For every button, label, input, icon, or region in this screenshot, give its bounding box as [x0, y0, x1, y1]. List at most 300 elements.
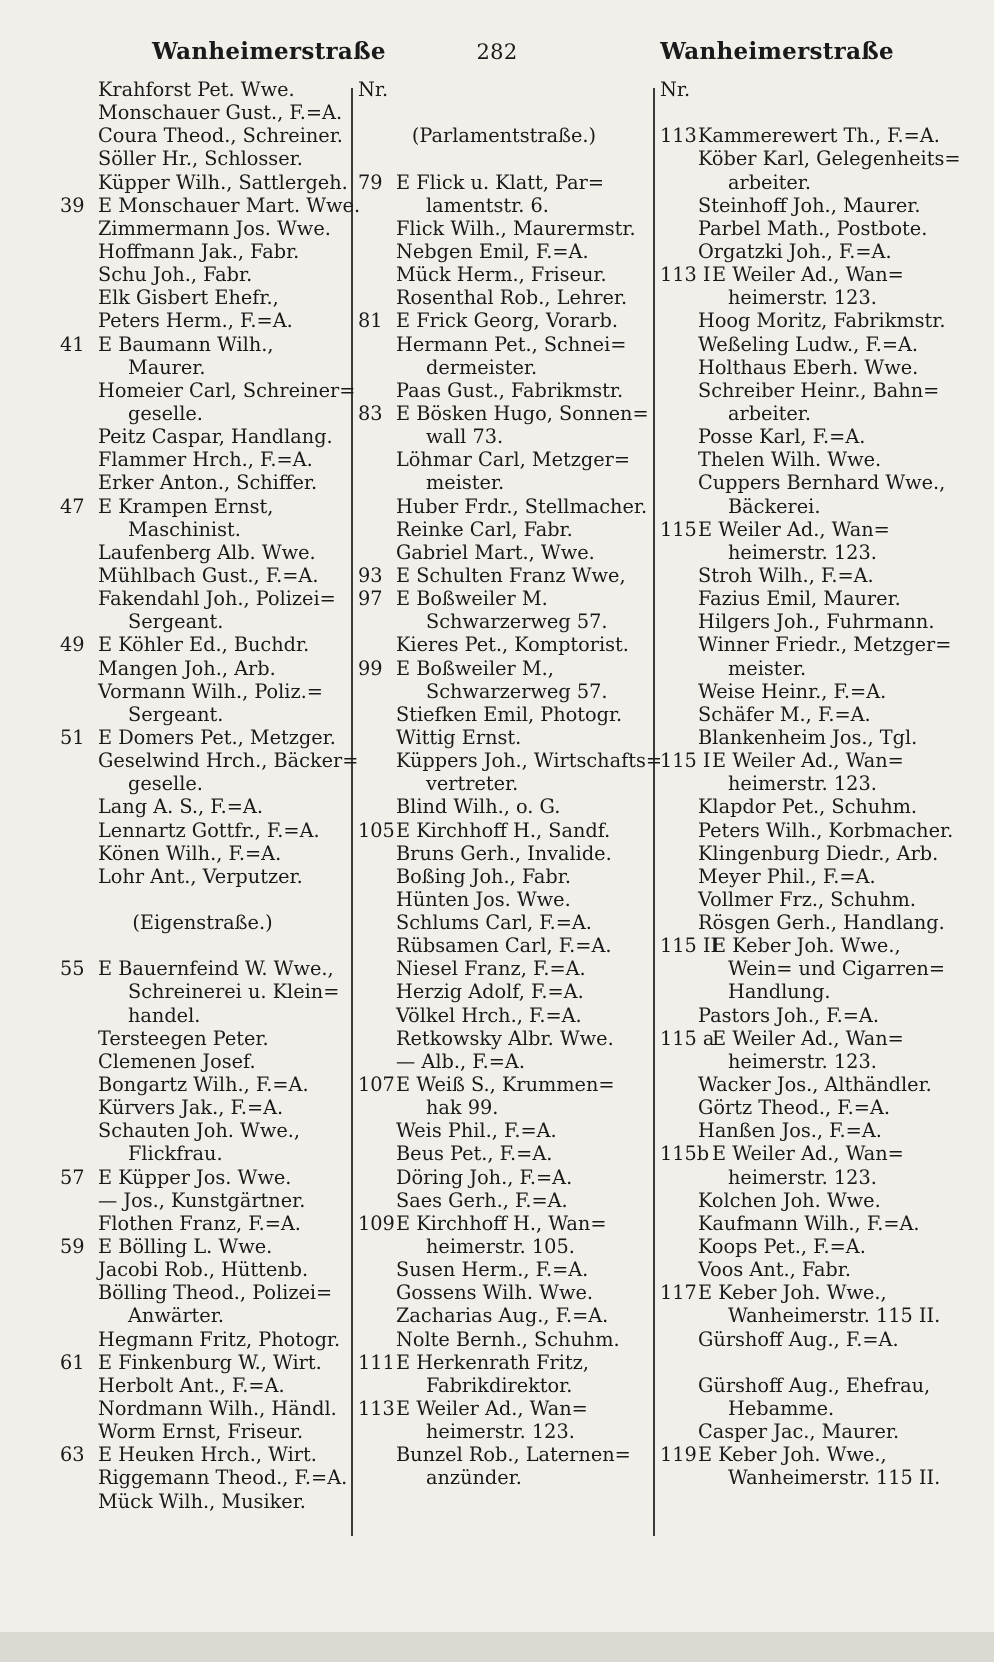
resident-line: [358, 980, 650, 1003]
spacer: [60, 934, 345, 957]
column-left: [60, 78, 361, 1513]
resident-line: [60, 564, 345, 587]
entry-text: Maschinist.: [128, 517, 241, 541]
entry-text: hak 99.: [426, 1096, 499, 1120]
entry-text: Riggemann Theod., F.=A.: [98, 1466, 348, 1490]
entry-text: E Domers Pet., Metzger.: [98, 725, 336, 749]
resident-line: [660, 772, 965, 795]
resident-line: [358, 1004, 650, 1027]
entry-text: Steinhoff Joh., Maurer.: [698, 193, 921, 217]
resident-line: [660, 1304, 965, 1327]
resident-line: [60, 1096, 345, 1119]
resident-line: [358, 772, 650, 795]
house-number: 55: [60, 957, 85, 981]
entry-text: meister.: [728, 656, 807, 680]
entry-text: Küppers Joh., Wirtschafts=: [396, 749, 663, 773]
entry-text: Köber Karl, Gelegenheits=: [698, 147, 961, 171]
entry-text: Görtz Theod., F.=A.: [698, 1096, 891, 1120]
resident-line: [358, 1328, 650, 1351]
entry-text: Elk Gisbert Ehefr.,: [98, 286, 279, 310]
entry-text: Zimmermann Jos. Wwe.: [98, 216, 331, 240]
resident-line: [60, 610, 345, 633]
entry-text: E Weiler Ad., Wan=: [712, 749, 904, 773]
entry-text: Könen Wilh., F.=A.: [98, 841, 282, 865]
entry-text: Wacker Jos., Althändler.: [698, 1073, 932, 1097]
entry-text: Bäckerei.: [728, 494, 821, 518]
entry-text: Lohr Ant., Verputzer.: [98, 864, 303, 888]
resident-line: [60, 795, 345, 818]
entry-text: (Eigenstraße.): [132, 911, 273, 935]
resident-line: [358, 1096, 650, 1119]
resident-line: [358, 1443, 650, 1466]
entry-text: heimerstr. 123.: [728, 540, 877, 564]
resident-line: [660, 1189, 965, 1212]
entry-text: Beus Pet., F.=A.: [396, 1142, 553, 1166]
entry-text: Zacharias Aug., F.=A.: [396, 1304, 609, 1328]
entry-text: dermeister.: [426, 355, 538, 379]
resident-line: [60, 1142, 345, 1165]
house-entry: [660, 1027, 965, 1050]
house-number: 81: [358, 309, 383, 333]
resident-line: [660, 703, 965, 726]
house-number: 41: [60, 332, 85, 356]
resident-line: [660, 171, 965, 194]
entry-text: Maurer.: [128, 355, 206, 379]
resident-line: [358, 1281, 650, 1304]
resident-line: [660, 587, 965, 610]
entry-text: geselle.: [128, 772, 203, 796]
entry-text: Mangen Joh., Arb.: [98, 656, 276, 680]
entry-text: lamentstr. 6.: [426, 193, 549, 217]
entry-text: Wanheimerstr. 115 II.: [728, 1304, 941, 1328]
resident-line: [60, 842, 345, 865]
resident-line: [660, 217, 965, 240]
resident-line: [358, 749, 663, 773]
house-entry: [660, 518, 965, 541]
resident-line: [358, 518, 650, 541]
entry-text: E Bauernfeind W. Wwe.,: [98, 957, 334, 981]
entry-text: Lang A. S., F.=A.: [98, 795, 263, 819]
spacer: [358, 147, 650, 170]
resident-line: [660, 610, 965, 633]
entry-text: Paas Gust., Fabrikmstr.: [396, 378, 624, 402]
entry-text: Gossens Wilh. Wwe.: [396, 1281, 594, 1305]
section-heading: [358, 124, 650, 147]
resident-line: [358, 795, 650, 818]
resident-line: [660, 888, 965, 911]
resident-line: [60, 865, 345, 888]
resident-line: [60, 1328, 345, 1351]
resident-line: [60, 147, 345, 170]
resident-line: [60, 309, 345, 332]
entry-text: heimerstr. 123.: [426, 1420, 575, 1444]
house-entry: [60, 1351, 345, 1374]
entry-text: Herbolt Ant., F.=A.: [98, 1373, 285, 1397]
entry-text: Sergeant.: [128, 702, 224, 726]
entry-text: E Bösken Hugo, Sonnen=: [396, 401, 649, 425]
house-entry: [60, 495, 345, 518]
spacer: [358, 101, 650, 124]
entry-text: E Keber Joh. Wwe.,: [698, 1281, 887, 1305]
resident-line: [358, 194, 650, 217]
house-number: 113: [358, 1397, 395, 1421]
entry-text: Saes Gerh., F.=A.: [396, 1188, 568, 1212]
resident-line: [660, 402, 965, 425]
entry-text: Schlums Carl, F.=A.: [396, 911, 592, 935]
entry-text: heimerstr. 123.: [728, 1049, 877, 1073]
entry-text: Nolte Bernh., Schuhm.: [396, 1327, 620, 1351]
entry-text: E Krampen Ernst,: [98, 494, 274, 518]
resident-line: [660, 819, 965, 842]
resident-line: [358, 911, 650, 934]
entry-text: E Boßweiler M.: [396, 587, 548, 611]
entry-text: Hilgers Joh., Fuhrmann.: [698, 610, 935, 634]
entry-text: Vormann Wilh., Poliz.=: [98, 679, 323, 703]
resident-line: [60, 286, 345, 309]
entry-text: Kürvers Jak., F.=A.: [98, 1096, 284, 1120]
house-number: 117: [660, 1281, 697, 1305]
entry-text: Flothen Franz, F.=A.: [98, 1211, 301, 1235]
resident-line: [60, 657, 345, 680]
resident-line: [60, 1050, 345, 1073]
resident-line: [660, 1328, 965, 1351]
entry-text: Winner Friedr., Metzger=: [698, 633, 952, 657]
resident-line: [660, 194, 965, 217]
entry-text: anzünder.: [426, 1466, 522, 1490]
entry-text: Reinke Carl, Fabr.: [396, 517, 573, 541]
resident-line: [660, 1466, 965, 1489]
entry-text: E Kirchhoff H., Wan=: [396, 1211, 607, 1235]
resident-line: [60, 78, 345, 101]
resident-line: [660, 980, 965, 1003]
resident-line: [358, 1166, 650, 1189]
resident-line: [60, 425, 345, 448]
house-entry: [660, 934, 965, 957]
resident-line: [660, 795, 965, 818]
resident-line: [660, 680, 965, 703]
house-number: 107: [358, 1073, 395, 1097]
entry-text: Mück Herm., Friseur.: [396, 263, 607, 287]
resident-line: [358, 1027, 650, 1050]
house-entry: [358, 564, 650, 587]
house-number: 47: [60, 494, 85, 518]
entry-text: E Boßweiler M.,: [396, 656, 554, 680]
house-entry: [358, 309, 650, 332]
house-entry: [660, 749, 965, 772]
entry-text: Flickfrau.: [128, 1142, 223, 1166]
entry-text: Löhmar Carl, Metzger=: [396, 448, 631, 472]
house-number: 111: [358, 1350, 395, 1374]
resident-line: [358, 934, 650, 957]
resident-line: [660, 726, 965, 749]
resident-line: [60, 1374, 345, 1397]
house-number: 105: [358, 818, 395, 842]
resident-line: [60, 703, 345, 726]
entry-text: Weise Heinr., F.=A.: [698, 679, 887, 703]
entry-text: Rosenthal Rob., Lehrer.: [396, 286, 628, 310]
resident-line: [358, 263, 650, 286]
entry-text: — Jos., Kunstgärtner.: [98, 1188, 306, 1212]
resident-line: [660, 1073, 965, 1096]
resident-line: [660, 309, 965, 332]
entry-text: geselle.: [128, 401, 203, 425]
resident-line: [660, 1166, 965, 1189]
entry-text: Sergeant.: [128, 610, 224, 634]
resident-line: [60, 240, 345, 263]
resident-line: [60, 356, 345, 379]
entry-text: Clemenen Josef.: [98, 1049, 256, 1073]
resident-line: [60, 1304, 345, 1327]
resident-line: [660, 495, 965, 518]
house-number: 115b: [660, 1142, 710, 1166]
resident-line: [60, 378, 356, 402]
resident-line: [660, 240, 965, 263]
entry-text: Holthaus Eberh. Wwe.: [698, 355, 919, 379]
entry-text: Voos Ant., Fabr.: [698, 1258, 852, 1282]
resident-line: [358, 379, 650, 402]
house-entry: [60, 726, 345, 749]
entry-text: E Weiler Ad., Wan=: [712, 263, 904, 287]
house-entry: [660, 124, 965, 147]
house-entry: [60, 957, 345, 980]
resident-line: [358, 541, 650, 564]
resident-line: [60, 1119, 345, 1142]
entry-text: E Küpper Jos. Wwe.: [98, 1165, 292, 1189]
resident-line: [60, 1420, 345, 1443]
entry-text: E Monschauer Mart. Wwe.: [98, 193, 361, 217]
resident-line: [660, 1119, 965, 1142]
entry-text: Parbel Math., Postbote.: [698, 216, 928, 240]
entry-text: handel.: [128, 1003, 201, 1027]
resident-line: [660, 1397, 965, 1420]
entry-text: Nordmann Wilh., Händl.: [98, 1397, 337, 1421]
house-number: 99: [358, 656, 383, 680]
resident-line: [60, 1073, 345, 1096]
entry-text: E Köhler Ed., Buchdr.: [98, 633, 310, 657]
house-number: 49: [60, 633, 85, 657]
resident-line: [660, 448, 965, 471]
entry-text: E Schulten Franz Wwe,: [396, 563, 626, 587]
resident-line: [60, 1281, 345, 1304]
house-number: 113 I: [660, 263, 711, 287]
house-number: 59: [60, 1235, 85, 1259]
resident-line: [660, 541, 965, 564]
resident-line: [660, 1050, 965, 1073]
column-right: [660, 78, 965, 1490]
resident-line: [660, 1212, 965, 1235]
resident-line: [60, 980, 345, 1003]
entry-text: Schwarzerweg 57.: [426, 679, 608, 703]
house-number: 109: [358, 1211, 395, 1235]
entry-text: Lennartz Gottfr., F.=A.: [98, 818, 320, 842]
resident-line: [60, 1397, 345, 1420]
entry-text: Klapdor Pet., Schuhm.: [698, 795, 918, 819]
house-entry: [358, 171, 650, 194]
resident-line: [660, 425, 965, 448]
entry-text: Kolchen Joh. Wwe.: [698, 1188, 881, 1212]
entry-text: Küpper Wilh., Sattlergeh.: [98, 170, 348, 194]
entry-text: Hoog Moritz, Fabrikmstr.: [698, 309, 946, 333]
resident-line: [358, 1189, 650, 1212]
entry-text: Erker Anton., Schiffer.: [98, 471, 318, 495]
entry-text: Hermann Pet., Schnei=: [396, 332, 627, 356]
entry-text: arbeiter.: [728, 401, 812, 425]
entry-text: E Flick u. Klatt, Par=: [396, 170, 604, 194]
house-number: 79: [358, 170, 383, 194]
entry-text: Stroh Wilh., F.=A.: [698, 563, 874, 587]
entry-text: Koops Pet., F.=A.: [698, 1235, 866, 1259]
page-number: 282: [476, 40, 518, 64]
entry-text: wall 73.: [426, 425, 504, 449]
entry-text: Schreinerei u. Klein=: [128, 980, 340, 1004]
entry-text: Cuppers Bernhard Wwe.,: [698, 471, 946, 495]
resident-line: [60, 1490, 345, 1513]
entry-text: Coura Theod., Schreiner.: [98, 124, 343, 148]
resident-line: [358, 356, 650, 379]
entry-text: Völkel Hrch., F.=A.: [396, 1003, 582, 1027]
entry-text: heimerstr. 123.: [728, 772, 877, 796]
entry-text: E Weiß S., Krummen=: [396, 1073, 615, 1097]
entry-text: Posse Karl, F.=A.: [698, 425, 866, 449]
entry-text: Blankenheim Jos., Tgl.: [698, 725, 918, 749]
header-left-title: Wanheimerstraße: [152, 38, 386, 65]
entry-text: Orgatzki Joh., F.=A.: [698, 239, 892, 263]
resident-line: [660, 633, 965, 656]
resident-line: [358, 448, 650, 471]
entry-text: E Kirchhoff H., Sandf.: [396, 818, 611, 842]
resident-line: [660, 865, 965, 888]
resident-line: [358, 495, 650, 518]
house-number: 61: [60, 1350, 85, 1374]
entry-text: Schu Joh., Fabr.: [98, 263, 253, 287]
entry-text: Hünten Jos. Wwe.: [396, 887, 571, 911]
resident-line: [60, 448, 345, 471]
entry-text: Homeier Carl, Schreiner=: [98, 378, 356, 402]
house-number: 83: [358, 401, 383, 425]
resident-line: [60, 1027, 345, 1050]
entry-text: Nr.: [660, 78, 691, 101]
resident-line: [60, 772, 345, 795]
entry-text: E Baumann Wilh.,: [98, 332, 274, 356]
entry-text: Handlung.: [728, 980, 831, 1004]
resident-line: [60, 471, 345, 494]
resident-line: [60, 680, 345, 703]
house-entry: [358, 402, 650, 425]
resident-line: [660, 333, 965, 356]
resident-line: [660, 842, 965, 865]
resident-line: [660, 957, 965, 980]
resident-line: [60, 1189, 345, 1212]
house-entry: [358, 1397, 650, 1420]
entry-text: heimerstr. 105.: [426, 1235, 575, 1259]
entry-text: Jacobi Rob., Hüttenb.: [98, 1258, 309, 1282]
resident-line: [358, 240, 650, 263]
entry-text: vertreter.: [426, 772, 519, 796]
resident-line: [660, 379, 965, 402]
house-entry: [358, 1212, 650, 1235]
entry-text: Hoffmann Jak., Fabr.: [98, 239, 300, 263]
entry-text: Susen Herm., F.=A.: [396, 1258, 589, 1282]
entry-text: Nr.: [358, 78, 389, 101]
entry-text: Pastors Joh., F.=A.: [698, 1003, 879, 1027]
entry-text: Wanheimerstr. 115 II.: [728, 1466, 941, 1490]
resident-line: [358, 1466, 650, 1489]
resident-line: [358, 78, 650, 101]
entry-text: Nebgen Emil, F.=A.: [396, 239, 589, 263]
entry-text: Kammerewert Th., F.=A.: [698, 124, 940, 148]
house-entry: [60, 193, 361, 217]
resident-line: [660, 356, 965, 379]
entry-text: heimerstr. 123.: [728, 286, 877, 310]
resident-line: [660, 564, 965, 587]
entry-text: Vollmer Frz., Schuhm.: [698, 887, 916, 911]
entry-text: Kaufmann Wilh., F.=A.: [698, 1211, 920, 1235]
entry-text: Laufenberg Alb. Wwe.: [98, 540, 316, 564]
entry-text: Peters Wilh., Korbmacher.: [698, 818, 954, 842]
entry-text: (Parlamentstraße.): [411, 124, 597, 148]
column-divider: [653, 88, 655, 1536]
entry-text: Worm Ernst, Friseur.: [98, 1420, 304, 1444]
entry-text: Bruns Gerh., Invalide.: [396, 841, 612, 865]
entry-text: Monschauer Gust., F.=A.: [98, 101, 343, 125]
house-entry: [358, 1351, 650, 1374]
resident-line: [60, 1004, 345, 1027]
house-entry: [660, 263, 965, 286]
entry-text: Peters Herm., F.=A.: [98, 309, 293, 333]
entry-text: E Weiler Ad., Wan=: [698, 517, 890, 541]
entry-text: E Finkenburg W., Wirt.: [98, 1350, 322, 1374]
entry-text: E Weiler Ad., Wan=: [712, 1142, 904, 1166]
resident-line: [358, 633, 650, 656]
resident-line: [660, 1374, 965, 1397]
resident-line: [60, 402, 345, 425]
resident-line: [358, 610, 650, 633]
resident-line: [358, 865, 650, 888]
resident-line: [358, 1258, 650, 1281]
resident-line: [358, 1235, 650, 1258]
resident-line: [358, 680, 650, 703]
house-entry: [60, 1166, 345, 1189]
entry-text: Kieres Pet., Komptorist.: [396, 633, 629, 657]
resident-line: [660, 147, 965, 170]
spacer: [660, 101, 965, 124]
resident-line: [358, 217, 650, 240]
resident-line: [358, 471, 650, 494]
entry-text: E Heuken Hrch., Wirt.: [98, 1443, 317, 1467]
house-entry: [660, 1281, 965, 1304]
entry-text: Stiefken Emil, Photogr.: [396, 702, 623, 726]
entry-text: Casper Jac., Maurer.: [698, 1420, 900, 1444]
entry-text: Geselwind Hrch., Bäcker=: [98, 749, 359, 773]
entry-text: Hanßen Jos., F.=A.: [698, 1119, 882, 1143]
column-middle: [358, 78, 663, 1490]
house-number: 51: [60, 725, 85, 749]
column-divider: [351, 88, 353, 1536]
resident-line: [660, 471, 965, 494]
house-number: 115 a: [660, 1026, 715, 1050]
house-number: 115 I: [660, 749, 711, 773]
resident-line: [60, 170, 348, 194]
entry-text: Peitz Caspar, Handlang.: [98, 425, 333, 449]
resident-line: [60, 749, 359, 773]
entry-text: Bunzel Rob., Laternen=: [396, 1443, 631, 1467]
entry-text: Hebamme.: [728, 1397, 835, 1421]
entry-text: E Keber Joh. Wwe.,: [698, 1443, 887, 1467]
entry-text: Wittig Ernst.: [396, 725, 522, 749]
house-entry: [60, 1443, 345, 1466]
entry-text: heimerstr. 123.: [728, 1165, 877, 1189]
entry-text: Niesel Franz, F.=A.: [396, 957, 586, 981]
